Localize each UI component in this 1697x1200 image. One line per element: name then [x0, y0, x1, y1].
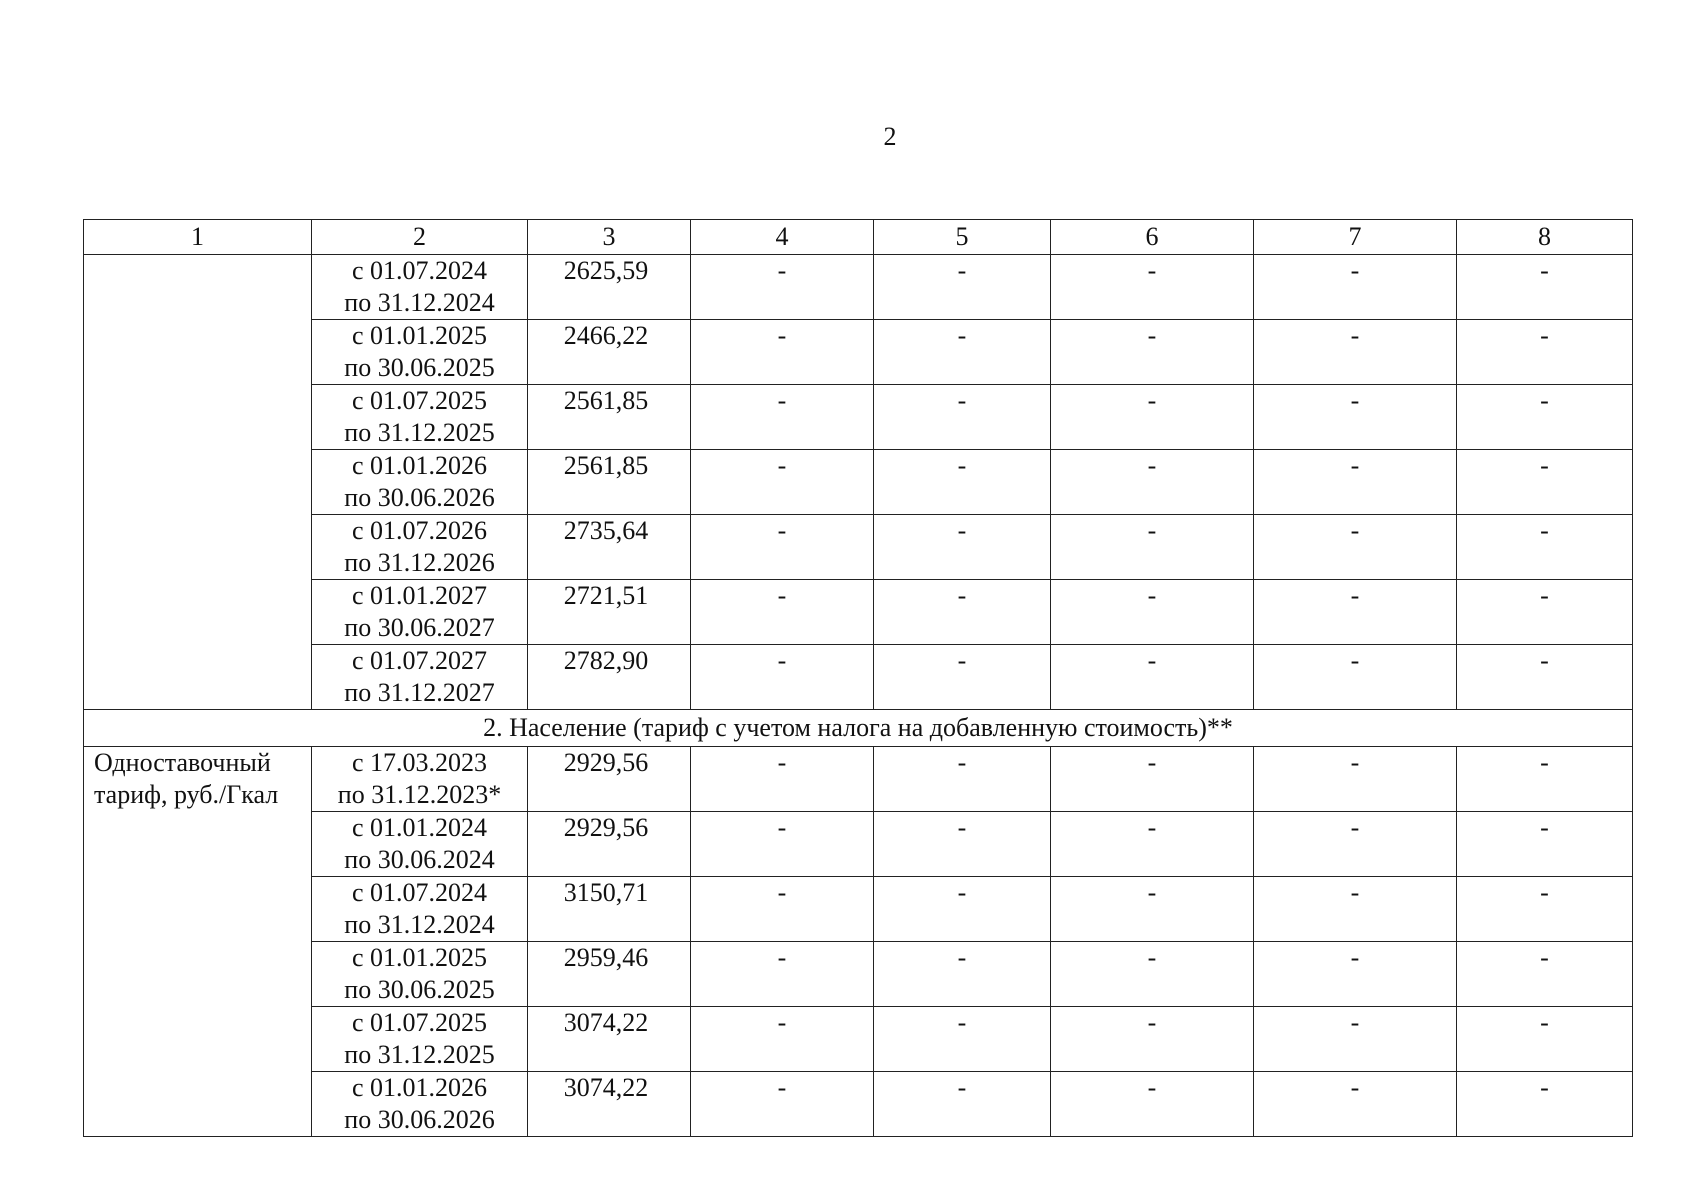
empty-value-cell: - [1254, 450, 1457, 515]
empty-value-cell: - [1051, 385, 1254, 450]
table-row [84, 645, 1633, 710]
header-cell: 5 [874, 220, 1051, 255]
empty-value-cell: - [691, 515, 874, 580]
empty-value-cell: - [1457, 645, 1633, 710]
empty-value-cell: - [1254, 1072, 1457, 1137]
tariff-value-cell: 2929,56 [528, 812, 691, 877]
header-cell: 2 [312, 220, 528, 255]
period-to: по 30.06.2026 [344, 1105, 495, 1134]
tariff-value-cell: 3074,22 [528, 1007, 691, 1072]
table-row [84, 747, 1633, 812]
empty-value-cell: - [874, 877, 1051, 942]
tariff-value-cell: 2959,46 [528, 942, 691, 1007]
tariff-name-cell [84, 747, 312, 1137]
table-row [84, 580, 1633, 645]
empty-value-cell: - [1051, 320, 1254, 385]
empty-value-cell: - [691, 385, 874, 450]
period-to: по 30.06.2025 [344, 353, 495, 382]
empty-value-cell: - [1254, 645, 1457, 710]
tariff-table-body [84, 220, 1633, 1137]
empty-value-cell: - [874, 645, 1051, 710]
empty-value-cell: - [1254, 385, 1457, 450]
period-from: с 01.07.2027 [351, 646, 488, 675]
empty-value-cell: - [874, 320, 1051, 385]
empty-value-cell: - [691, 812, 874, 877]
header-cell: 4 [691, 220, 874, 255]
empty-value-cell: - [1457, 1072, 1633, 1137]
period-cell [312, 385, 528, 450]
empty-value-cell: - [1457, 515, 1633, 580]
period-to: по 31.12.2025 [344, 418, 495, 447]
tariff-value-cell: 2625,59 [528, 255, 691, 320]
period-cell [312, 942, 528, 1007]
empty-value-cell: - [1457, 1007, 1633, 1072]
empty-value-cell: - [1051, 450, 1254, 515]
tariff-value-cell: 2735,64 [528, 515, 691, 580]
empty-value-cell: - [874, 515, 1051, 580]
empty-value-cell: - [1254, 747, 1457, 812]
period-from: с 01.07.2025 [351, 386, 488, 415]
section-title: 2. Население (тариф с учетом налога на добавленную стоимость)** [84, 710, 1633, 747]
empty-value-cell: - [874, 1072, 1051, 1137]
period-cell [312, 255, 528, 320]
period-from: с 01.07.2025 [351, 1008, 488, 1037]
table-row [84, 1007, 1633, 1072]
tariff-value-cell: 3150,71 [528, 877, 691, 942]
empty-value-cell: - [874, 385, 1051, 450]
empty-value-cell: - [691, 1072, 874, 1137]
empty-value-cell: - [1457, 385, 1633, 450]
table-row [84, 255, 1633, 320]
empty-value-cell: - [874, 580, 1051, 645]
header-cell: 3 [528, 220, 691, 255]
table-row [84, 385, 1633, 450]
empty-value-cell: - [1051, 747, 1254, 812]
table-row [84, 812, 1633, 877]
table-row [84, 515, 1633, 580]
tariff-name-cell [84, 255, 312, 710]
empty-value-cell: - [1254, 1007, 1457, 1072]
period-from: с 01.01.2025 [351, 321, 488, 350]
empty-value-cell: - [1254, 580, 1457, 645]
empty-value-cell: - [691, 320, 874, 385]
period-to: по 30.06.2024 [344, 845, 495, 874]
empty-value-cell: - [1457, 812, 1633, 877]
period-from: с 01.01.2027 [351, 581, 488, 610]
table-row [84, 320, 1633, 385]
empty-value-cell: - [691, 580, 874, 645]
empty-value-cell: - [1254, 877, 1457, 942]
period-to: по 30.06.2025 [344, 975, 495, 1004]
empty-value-cell: - [1457, 877, 1633, 942]
empty-value-cell: - [1051, 255, 1254, 320]
empty-value-cell: - [874, 255, 1051, 320]
tariff-value-cell: 2466,22 [528, 320, 691, 385]
empty-value-cell: - [1457, 942, 1633, 1007]
empty-value-cell: - [1051, 1072, 1254, 1137]
empty-value-cell: - [874, 747, 1051, 812]
empty-value-cell: - [1457, 747, 1633, 812]
empty-value-cell: - [1254, 320, 1457, 385]
period-cell [312, 515, 528, 580]
period-from: с 01.01.2025 [351, 943, 488, 972]
page-number: 2 [883, 122, 897, 151]
empty-value-cell: - [1254, 812, 1457, 877]
empty-value-cell: - [1254, 255, 1457, 320]
empty-value-cell: - [1051, 580, 1254, 645]
period-cell [312, 450, 528, 515]
period-from: с 01.07.2024 [351, 256, 488, 285]
tariff-value-cell: 2561,85 [528, 450, 691, 515]
tariff-name-line: тариф, руб./Гкал [94, 780, 279, 809]
period-to: по 31.12.2024 [344, 288, 495, 317]
period-to: по 31.12.2026 [344, 548, 495, 577]
empty-value-cell: - [1457, 255, 1633, 320]
period-from: с 01.01.2026 [351, 1073, 488, 1102]
tariff-value-cell: 2721,51 [528, 580, 691, 645]
empty-value-cell: - [1457, 450, 1633, 515]
header-cell: 6 [1051, 220, 1254, 255]
empty-value-cell: - [874, 1007, 1051, 1072]
period-to: по 30.06.2026 [344, 483, 495, 512]
empty-value-cell: - [691, 450, 874, 515]
empty-value-cell: - [1051, 515, 1254, 580]
empty-value-cell: - [1457, 320, 1633, 385]
period-cell [312, 877, 528, 942]
empty-value-cell: - [691, 747, 874, 812]
period-cell [312, 645, 528, 710]
empty-value-cell: - [691, 645, 874, 710]
tariff-value-cell: 2561,85 [528, 385, 691, 450]
empty-value-cell: - [874, 450, 1051, 515]
empty-value-cell: - [1051, 1007, 1254, 1072]
period-from: с 01.01.2024 [351, 813, 488, 842]
period-cell [312, 747, 528, 812]
period-from: с 01.07.2024 [351, 878, 488, 907]
period-from: с 01.07.2026 [351, 516, 488, 545]
empty-value-cell: - [874, 942, 1051, 1007]
period-to: по 31.12.2023* [337, 780, 502, 809]
period-cell [312, 812, 528, 877]
period-from: с 17.03.2023 [351, 748, 488, 777]
period-to: по 31.12.2027 [344, 678, 495, 707]
empty-value-cell: - [1254, 515, 1457, 580]
empty-value-cell: - [874, 812, 1051, 877]
period-cell [312, 580, 528, 645]
period-cell [312, 320, 528, 385]
empty-value-cell: - [1051, 812, 1254, 877]
period-from: с 01.01.2026 [351, 451, 488, 480]
empty-value-cell: - [1051, 942, 1254, 1007]
table-row [84, 877, 1633, 942]
empty-value-cell: - [691, 877, 874, 942]
empty-value-cell: - [691, 1007, 874, 1072]
tariff-value-cell: 2782,90 [528, 645, 691, 710]
period-to: по 30.06.2027 [344, 613, 495, 642]
tariff-name-line: Одноставочный [94, 748, 271, 777]
empty-value-cell: - [691, 255, 874, 320]
tariff-value-cell: 2929,56 [528, 747, 691, 812]
period-cell [312, 1072, 528, 1137]
header-cell: 8 [1457, 220, 1633, 255]
header-cell: 7 [1254, 220, 1457, 255]
empty-value-cell: - [1254, 942, 1457, 1007]
table-row [84, 942, 1633, 1007]
empty-value-cell: - [691, 942, 874, 1007]
header-row [84, 220, 1633, 255]
empty-value-cell: - [1051, 645, 1254, 710]
empty-value-cell: - [1051, 877, 1254, 942]
empty-value-cell: - [1457, 580, 1633, 645]
period-to: по 31.12.2024 [344, 910, 495, 939]
section-title-row [84, 710, 1633, 747]
table-row [84, 450, 1633, 515]
period-cell [312, 1007, 528, 1072]
tariff-value-cell: 3074,22 [528, 1072, 691, 1137]
table-row [84, 1072, 1633, 1137]
period-to: по 31.12.2025 [344, 1040, 495, 1069]
tariff-table [83, 219, 1633, 1137]
header-cell: 1 [84, 220, 312, 255]
